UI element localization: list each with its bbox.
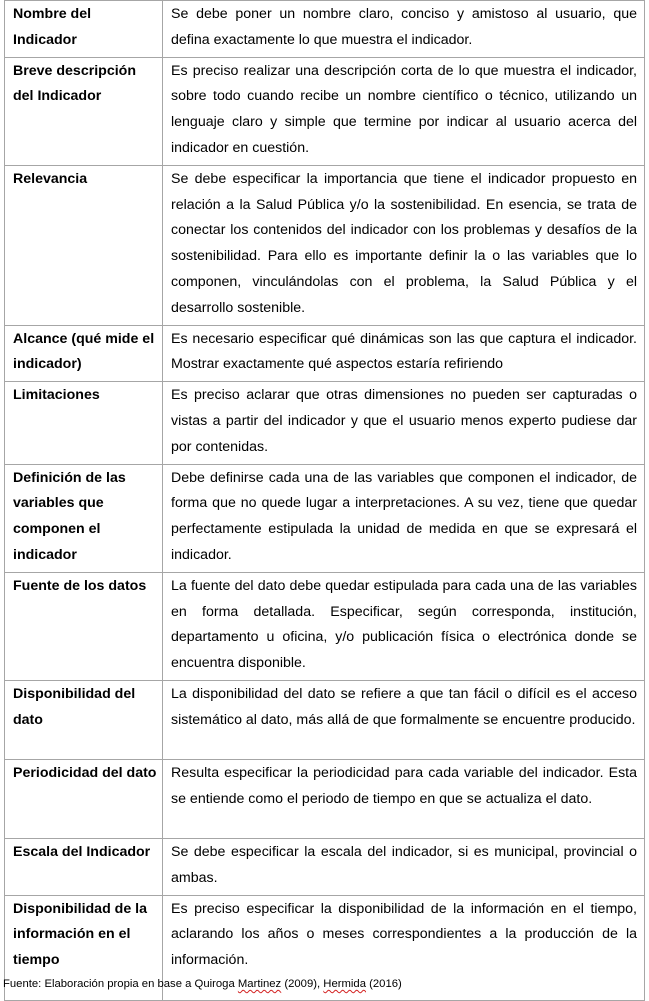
table-row (5, 838, 645, 895)
indicator-criteria-table (4, 0, 645, 1001)
row-term: Limitaciones (5, 382, 163, 464)
table-row (5, 1, 645, 58)
table-row (5, 382, 645, 464)
table-row (5, 680, 645, 759)
row-term: Definición de las variables que componen el indicador (5, 464, 163, 572)
source-note-suffix: (2016) (366, 978, 402, 990)
row-description: Es preciso aclarar que otras dimensiones no pueden ser capturadas o vistas a partir del indicador y que el usuario menos experto pudiese dar por contenidas. (163, 382, 645, 464)
row-term: Disponibilidad del dato (5, 680, 163, 759)
row-description: Es preciso especificar la disponibilidad de la información en el tiempo, aclarando los años o meses correspondientes a la producción de la información. (163, 895, 645, 1000)
row-term: Nombre del Indicador (5, 1, 163, 58)
row-term: Fuente de los datos (5, 572, 163, 680)
row-description: Es preciso realizar una descripción corta de lo que muestra el indicador, sobre todo cuando recibe un nombre científico o técnico, utilizando un lenguaje claro y simple que termine por indicar al usuario acerca del indicador en cuestión. (163, 57, 645, 165)
table-row (5, 325, 645, 382)
source-note-middle: (2009), (281, 978, 324, 990)
source-note (3, 977, 402, 991)
row-term: Alcance (qué mide el indicador) (5, 325, 163, 382)
row-term: Breve descripción del Indicador (5, 57, 163, 165)
row-description: Debe definirse cada una de las variables que componen el indicador, de forma que no quede lugar a interpretaciones. A su vez, tiene que quedar perfectamente estipulada la unidad de medida en que se expresará el indicador. (163, 464, 645, 572)
row-term: Relevancia (5, 165, 163, 325)
row-description: La fuente del dato debe quedar estipulada para cada una de las variables en forma detallada. Especificar, según corresponda, institución, departamento u oficina, y/o publicación física o electrónica donde se encuentra disponible. (163, 572, 645, 680)
table-row (5, 572, 645, 680)
row-description: Resulta especificar la periodicidad para cada variable del indicador. Esta se entiende como el periodo de tiempo en que se actualiza el dato. (163, 759, 645, 838)
row-description: Se debe poner un nombre claro, conciso y amistoso al usuario, que defina exactamente lo que muestra el indicador. (163, 1, 645, 58)
source-note-author-2: Hermida (323, 978, 366, 990)
source-note-author-1: Martinez (237, 978, 282, 990)
source-note-prefix: Fuente: Elaboración propia en base a Quiroga (3, 978, 238, 990)
row-term: Disponibilidad de la información en el tiempo (5, 895, 163, 1000)
row-term: Escala del Indicador (5, 838, 163, 895)
row-term: Periodicidad del dato (5, 759, 163, 838)
row-description: Se debe especificar la importancia que tiene el indicador propuesto en relación a la Salud Pública y/o la sostenibilidad. En esencia, se trata de conectar los contenidos del indicador con los problemas y desafíos de la sostenibilidad. Para ello es importante definir la o las variables que lo componen, vinculándolas con el problema, la Salud Pública y el desarrollo sostenible. (163, 165, 645, 325)
table-row (5, 464, 645, 572)
row-description: La disponibilidad del dato se refiere a que tan fácil o difícil es el acceso sistemático al dato, más allá de que formalmente se encuentre producido. (163, 680, 645, 759)
row-description: Es necesario especificar qué dinámicas son las que captura el indicador. Mostrar exactamente qué aspectos estaría refiriendo (163, 325, 645, 382)
table-row (5, 57, 645, 165)
table-row (5, 165, 645, 325)
table-row (5, 759, 645, 838)
row-description: Se debe especificar la escala del indicador, si es municipal, provincial o ambas. (163, 838, 645, 895)
